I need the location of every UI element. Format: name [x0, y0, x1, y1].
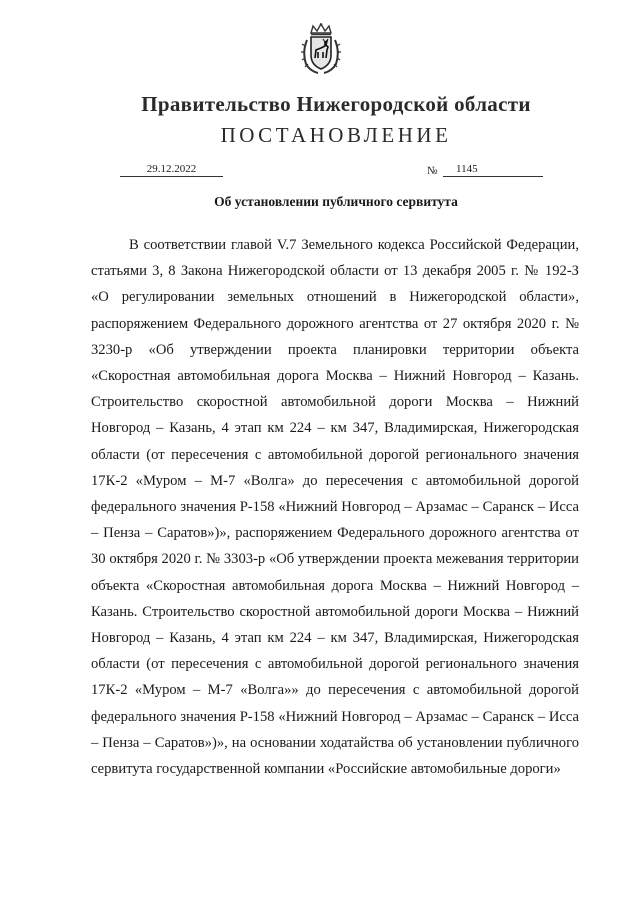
number-sign: № — [427, 165, 438, 177]
document-number: 1145 — [456, 163, 478, 175]
body-paragraph: В соответствии главой V.7 Земельного кодекса Российской Федерации, статьями 3, 8 Закона Нижегородской области от 13 декабря 2005 г. № 192-З «О регулировании земельных отношений в Нижегородской области», распоряжением Федерального дорожного агентства от 27 октября 2020 г. № 3230-р «Об утверждении проекта планировки территории объекта «Скоростная автомобильная дорога Москва – Нижний Новгород – Казань. Строительство скоростной автомобильной дороги Москва – Нижний Новгород – Казань, 4 этап км 224 – км 347, Владимирская, Нижегородская области (от пересечения с автомобильной дорогой регионального значения 17К-2 «Муром – М-7 «Волга» до пересечения с автомобильной дорогой федерального значения Р-158 «Нижний Новгород – Арзамас – Саранск – Исса – Пенза – Саратов»)», распоряжением Федерального дорожного агентства от 30 октября 2020 г. № 3303-р «Об утверждении проекта межевания территории объекта «Скоростная автомобильная дорога Москва – Нижний Новгород – Казань. Строительство скоростной автомобильной дороги Москва – Нижний Новгород – Казань, 4 этап км 224 – км 347, Владимирская, Нижегородская области (от пересечения с автомобильной дорогой регионального значения 17К-2 «Муром – М-7 «Волга»» до пересечения с автомобильной дорогой федерального значения Р-158 «Нижний Новгород – Арзамас – Саранск – Исса – Пенза – Саратов»)», на основании ходатайства об установлении публичного сервитута государственной компании «Российские автомобильные дороги» — [91, 237, 579, 778]
document-number-field — [443, 163, 543, 177]
organization-title: Правительство Нижегородской области — [141, 92, 531, 116]
document-subject: Об установлении публичного сервитута — [214, 194, 458, 209]
document-type: ПОСТАНОВЛЕНИЕ — [220, 123, 452, 147]
coat-of-arms-icon — [301, 22, 341, 74]
document-date: 29.12.2022 — [120, 163, 223, 177]
